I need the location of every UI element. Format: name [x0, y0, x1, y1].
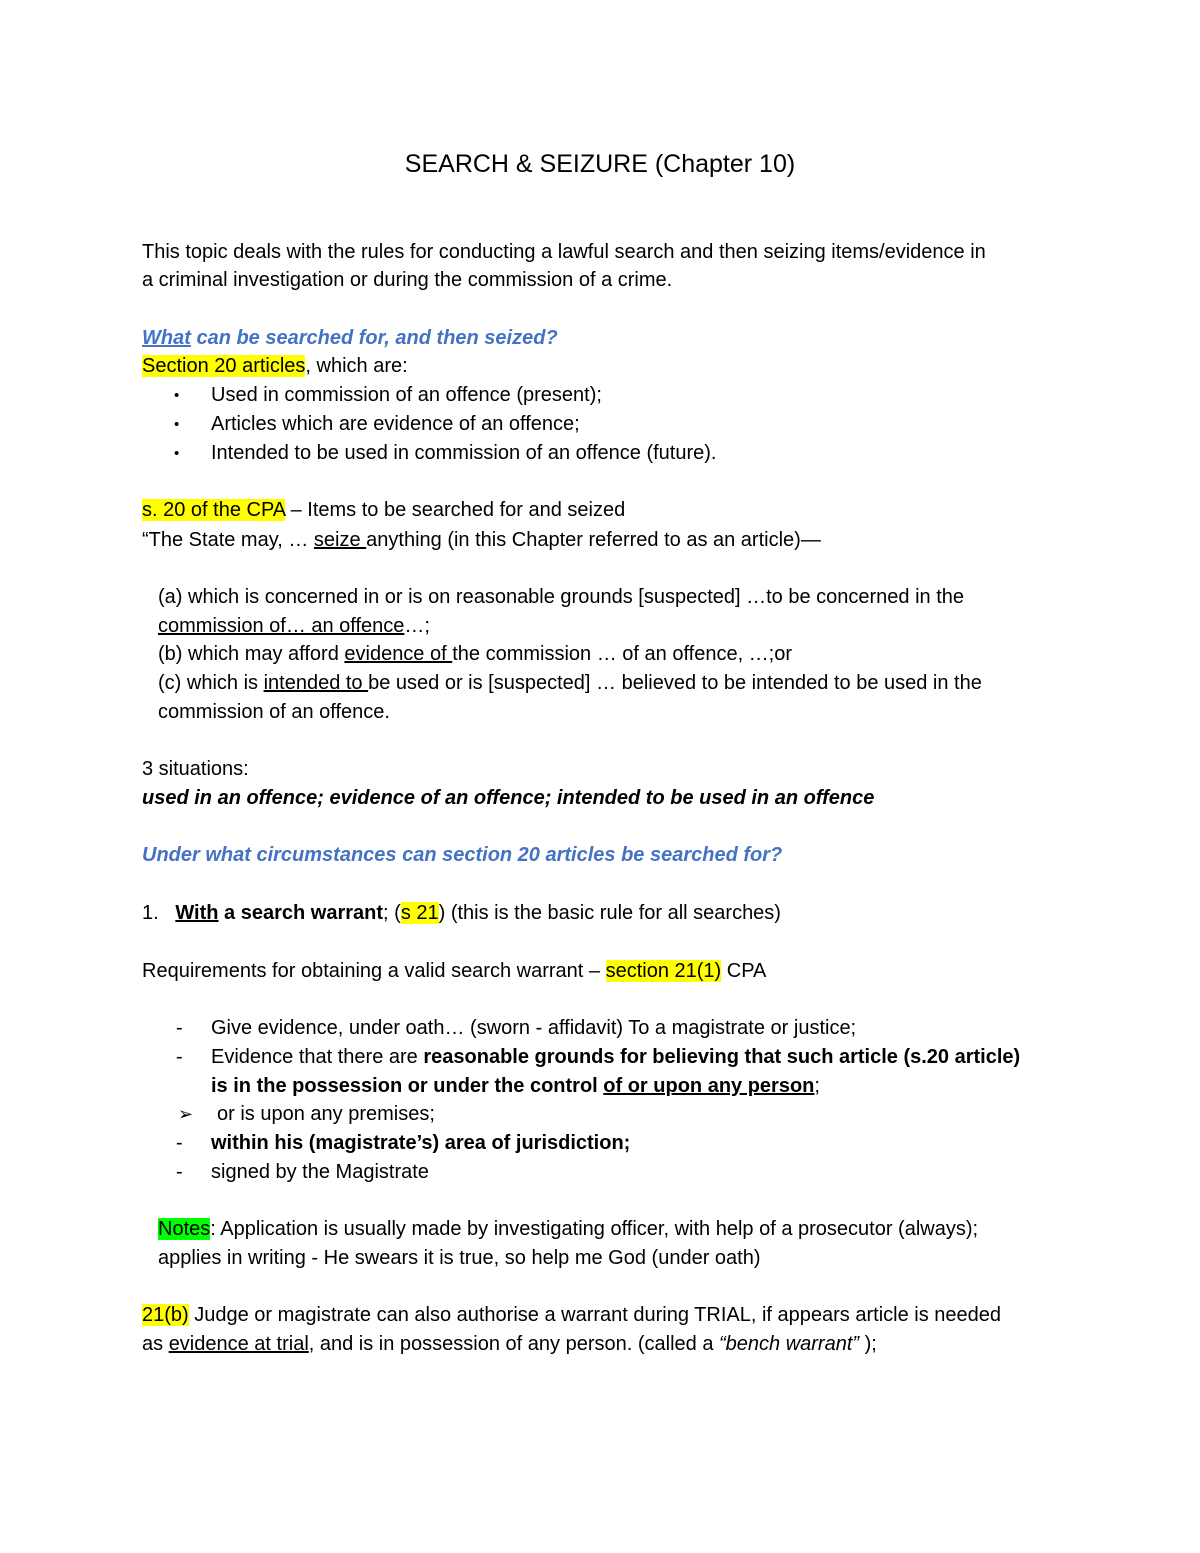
s21b-line-1 — [142, 1301, 1001, 1329]
dash-icon: - — [176, 1161, 183, 1183]
section-20-rest: , which are: — [305, 355, 408, 377]
s21b-pre: as — [142, 1333, 169, 1355]
arrow-bullet-icon: ➢ — [178, 1104, 194, 1124]
quote-post: anything (in this Chapter referred to as an article)— — [366, 529, 821, 551]
notes-line-2: applies in writing - He swears it is true, so help me God (under oath) — [158, 1247, 761, 1269]
section-20-heading — [142, 352, 408, 380]
clause-a-rest: …; — [404, 615, 430, 637]
clause-c-underlined: intended to — [263, 672, 369, 694]
sec20-bullet-2: Articles which are evidence of an offence; — [211, 413, 580, 435]
requirement-2-pre: Evidence that there are — [211, 1046, 424, 1068]
point-1 — [142, 899, 781, 927]
requirement-5: signed by the Magistrate — [211, 1161, 429, 1183]
requirements-heading — [142, 957, 766, 985]
cpa-rest: – Items to be searched for and seized — [285, 499, 626, 521]
requirement-1: Give evidence, under oath… (sworn - affidavit) To a magistrate or justice; — [211, 1017, 857, 1039]
cpa-highlight: s. 20 of the CPA — [142, 499, 286, 521]
point-1-number: 1. — [142, 902, 159, 924]
dash-icon: - — [176, 1132, 183, 1154]
s21b-mid: , and is in possession of any person. (called a — [308, 1333, 719, 1355]
point-1-mid: ; ( — [383, 902, 401, 924]
point-1-post: ) (this is the basic rule for all searches) — [438, 902, 781, 924]
clause-c-line-1 — [158, 669, 982, 697]
sec20-bullet-1: Used in commission of an offence (present); — [211, 384, 602, 406]
clause-c-post: be used or is [suspected] … believed to be intended to be used in the — [368, 672, 982, 694]
bullet-icon: • — [174, 416, 180, 433]
requirements-post: CPA — [721, 960, 767, 982]
requirement-3: or is upon any premises; — [217, 1103, 435, 1125]
dash-icon: - — [176, 1046, 183, 1068]
requirement-2-bold: reasonable grounds for believing that such article (s.20 article) — [423, 1046, 1021, 1068]
notes-text-1: : Application is usually made by investigating officer, with help of a prosecutor (always); — [210, 1218, 979, 1240]
intro-line-2: a criminal investigation or during the commission of a crime. — [142, 269, 673, 291]
bullet-icon: • — [174, 445, 180, 462]
quote-underlined: seize — [313, 529, 367, 551]
clause-a-line-1: (a) which is concerned in or is on reasonable grounds [suspected] …to be concerned in the — [158, 586, 965, 608]
s21b-underlined: evidence at trial — [168, 1333, 309, 1355]
clause-a-underlined: commission of… an offence — [158, 615, 405, 637]
requirement-2-line-1 — [211, 1043, 1020, 1071]
intro-line-1: This topic deals with the rules for conducting a lawful search and then seizing items/evidence in — [142, 241, 986, 263]
clause-b — [158, 640, 792, 668]
question-under-what-circumstances: Under what circumstances can section 20 articles be searched for? — [142, 844, 783, 866]
question-what-rest: can be searched for, and then seized? — [190, 327, 558, 349]
requirement-2-line-2 — [211, 1072, 820, 1100]
clause-a-line-2 — [158, 612, 430, 640]
clause-c-line-2: commission of an offence. — [158, 701, 390, 723]
requirement-4: within his (magistrate’s) area of jurisdiction; — [211, 1132, 631, 1154]
quote-pre: “The State may, … — [142, 529, 314, 551]
requirement-2-line-2-bold: is in the possession or under the control — [211, 1075, 604, 1097]
page-title: SEARCH & SEIZURE (Chapter 10) — [404, 150, 796, 178]
s21b-bench-warrant: “bench warrant” — [719, 1333, 860, 1355]
clause-b-post: the commission … of an offence, …;or — [452, 643, 793, 665]
cpa-heading — [142, 496, 625, 524]
dash-icon: - — [176, 1017, 183, 1039]
notes-line-1 — [158, 1215, 978, 1243]
question-what-can-be-searched — [142, 324, 558, 352]
s21b-text-1: Judge or magistrate can also authorise a warrant during TRIAL, if appears article is needed — [188, 1304, 1001, 1326]
point-1-with: With — [175, 902, 219, 924]
situations-text: used in an offence; evidence of an offence; intended to be used in an offence — [142, 787, 875, 809]
sec20-bullet-3: Intended to be used in commission of an offence (future). — [211, 442, 717, 464]
s21b-line-2 — [142, 1330, 877, 1358]
clause-b-underlined: evidence of — [344, 643, 453, 665]
notes-highlight: Notes — [158, 1218, 211, 1240]
s21b-end: ); — [859, 1333, 877, 1355]
state-quote — [142, 526, 821, 554]
requirements-highlight: section 21(1) — [605, 960, 722, 982]
clause-b-pre: (b) which may afford — [158, 643, 345, 665]
bullet-icon: • — [174, 387, 180, 404]
requirement-2-end: ; — [814, 1075, 820, 1097]
situations-label: 3 situations: — [142, 758, 249, 780]
question-what-word: What — [142, 327, 191, 349]
section-20-highlight: Section 20 articles — [142, 355, 306, 377]
requirement-2-underlined: of or upon any person — [603, 1075, 815, 1097]
requirements-pre: Requirements for obtaining a valid search warrant – — [142, 960, 606, 982]
clause-c-pre: (c) which is — [158, 672, 264, 694]
point-1-search-warrant: a search warrant — [218, 902, 384, 924]
s21b-highlight: 21(b) — [142, 1304, 189, 1326]
point-1-highlight: s 21 — [400, 902, 439, 924]
